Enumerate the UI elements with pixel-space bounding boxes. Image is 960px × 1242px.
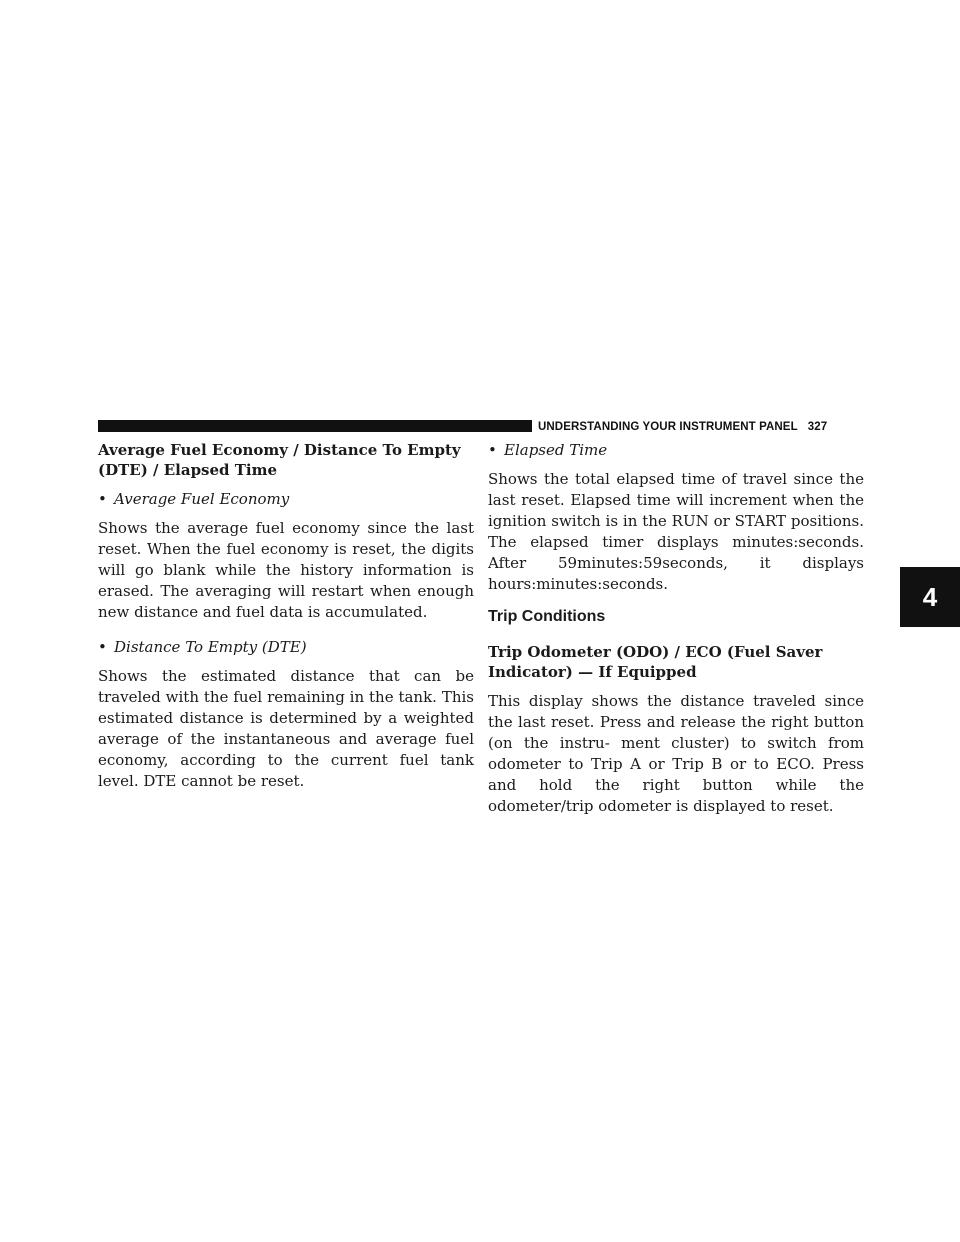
header-rule — [98, 420, 532, 432]
chapter-tab: 4 — [900, 567, 960, 627]
bullet-dot: • — [488, 441, 497, 459]
paragraph-average-fuel-economy: Shows the average fuel economy since the last reset. When the fuel economy is reset, the digits will go blank while the history information is erased. The averaging will restart when enough new distance and fuel data is accumulated. — [98, 519, 474, 621]
running-header — [538, 419, 864, 435]
bullet-label: Distance To Empty (DTE) — [114, 638, 307, 656]
bullet-dot: • — [98, 638, 107, 656]
bullet-dot: • — [98, 490, 107, 508]
bullet-distance-to-empty — [98, 637, 474, 657]
left-column — [98, 440, 474, 806]
paragraph-distance-to-empty: Shows the estimated distance that can be traveled with the fuel remaining in the tank. This estimated distance is determined by a weighted average of the instantaneous and average fuel economy, according to the current fuel tank level. DTE cannot be reset. — [98, 667, 474, 790]
bullet-label: Average Fuel Economy — [114, 490, 290, 508]
bullet-average-fuel-economy — [98, 489, 474, 509]
right-column — [488, 440, 864, 829]
paragraph-elapsed-time: Shows the total elapsed time of travel since the last reset. Elapsed time will increment when the ignition switch is in the RUN or START positions. The elapsed timer displays minutes:seconds. After 59minutes:59seconds, it displays hours:minutes:seconds. — [488, 470, 864, 593]
section-heading-average-fuel: Average Fuel Economy / Distance To Empty (DTE) / Elapsed Time — [98, 441, 461, 479]
section-title-trip-conditions: Trip Conditions — [488, 608, 606, 625]
page-number: 327 — [807, 421, 828, 433]
paragraph-trip-odometer: This display shows the distance traveled since the last reset. Press and release the right button (on the instru- ment cluster) to switch from odometer to Trip A or Trip B or to ECO. Press and hold the right button while the odometer/trip odometer is displayed to reset. — [488, 692, 864, 815]
section-heading-trip-odometer: Trip Odometer (ODO) / ECO (Fuel Saver Indicator) — If Equipped — [488, 643, 823, 681]
bullet-elapsed-time — [488, 440, 864, 460]
header-title: UNDERSTANDING YOUR INSTRUMENT PANEL — [538, 421, 798, 433]
bullet-label: Elapsed Time — [504, 441, 608, 459]
